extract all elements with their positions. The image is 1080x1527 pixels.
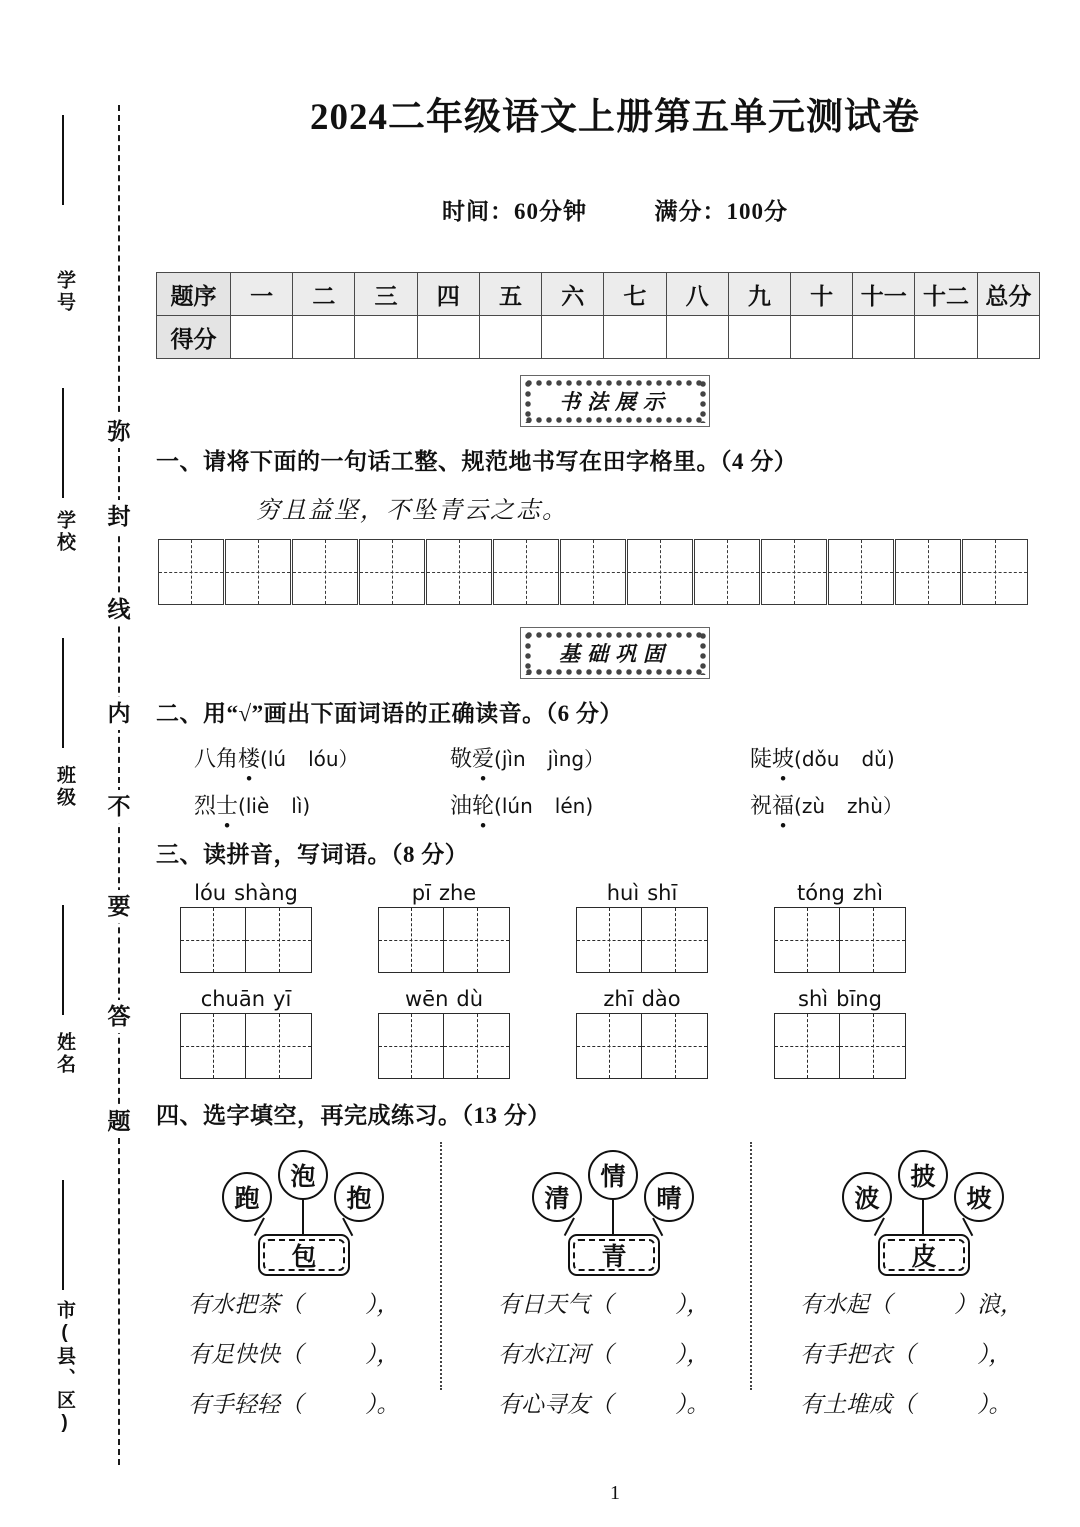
- blank-tail: ）。: [365, 1392, 400, 1417]
- question-3-heading: 三、读拼音，写词语。（8 分）: [156, 842, 469, 867]
- pinyin-syllable-1: zhī: [603, 987, 634, 1011]
- seal-label-xuexiao: 学校: [54, 510, 75, 554]
- pinyin-option-a[interactable]: zù: [801, 794, 826, 818]
- blank-prompt: 有土堆成（: [800, 1392, 915, 1417]
- table-row-header: [157, 273, 1040, 316]
- badge-calligraphy-wrap: [150, 375, 1080, 427]
- table-row-score: [157, 316, 1040, 359]
- pinyin-syllable-2: dù: [456, 987, 484, 1011]
- blank-tail: ）。: [977, 1392, 1012, 1417]
- tianzige-cell[interactable]: [627, 539, 693, 605]
- family-bubble-left[interactable]: 跑: [222, 1172, 272, 1222]
- tianzige-cell[interactable]: [246, 1013, 312, 1079]
- score-cell-4[interactable]: [479, 316, 541, 359]
- family-diagram: [810, 1146, 1040, 1274]
- pinyin-write-cell: [378, 987, 510, 1079]
- score-cell-12[interactable]: [977, 316, 1039, 359]
- tianzige-cell[interactable]: [426, 539, 492, 605]
- score-col-0: 一: [231, 273, 293, 316]
- write-boxes: [180, 907, 312, 973]
- family-bubble-right[interactable]: 坡: [954, 1172, 1004, 1222]
- pinyin-option-b[interactable]: zhù: [847, 794, 883, 818]
- tianzige-cell[interactable]: [642, 1013, 708, 1079]
- seal-char-2: 线: [104, 593, 134, 626]
- tianzige-cell[interactable]: [576, 1013, 642, 1079]
- time-limit: 时间：60分钟: [442, 199, 587, 224]
- write-boxes: [576, 907, 708, 973]
- connector-line-center: [922, 1198, 924, 1236]
- pinyin-option-a[interactable]: lú: [267, 747, 287, 771]
- blank-tail: ）。: [675, 1392, 710, 1417]
- fill-blank-line[interactable]: [188, 1386, 460, 1419]
- pinyin-syllable-2: yī: [273, 987, 292, 1011]
- word-prefix: 陡: [750, 746, 773, 771]
- seal-rule-2: [62, 638, 64, 748]
- page-number: 1: [610, 1482, 620, 1504]
- blank-prompt: 有足快快（: [188, 1342, 303, 1367]
- write-boxes: [378, 1013, 510, 1079]
- pinyin-syllable-1: chuān: [200, 987, 266, 1011]
- pinyin-syllable-1: huì: [606, 881, 640, 905]
- tianzige-cell[interactable]: [840, 907, 906, 973]
- score-table: [156, 272, 1040, 359]
- pinyin-label: [378, 881, 510, 905]
- tianzige-cell[interactable]: [774, 907, 840, 973]
- score-col-12: 总分: [977, 273, 1039, 316]
- score-cell-6[interactable]: [604, 316, 666, 359]
- badge-calligraphy-label: 书法展示: [559, 390, 671, 414]
- base-char-label: 皮: [911, 1244, 937, 1271]
- pinyin-syllable-2: zhì: [852, 881, 883, 905]
- tianzige-cell[interactable]: [158, 539, 224, 605]
- pinyin-choice-row-1: [150, 742, 1080, 773]
- question-4-heading: 四、选字填空，再完成练习。（13 分）: [156, 1103, 551, 1128]
- word-prefix: 油: [450, 793, 473, 818]
- pinyin-write-cell: [774, 987, 906, 1079]
- family-bubble-right[interactable]: 晴: [644, 1172, 694, 1222]
- badge-calligraphy: [520, 375, 710, 427]
- score-col-5: 六: [542, 273, 604, 316]
- tianzige-cell[interactable]: [225, 539, 291, 605]
- word-dotted-char: 爱: [472, 746, 495, 771]
- seal-rule-0: [62, 115, 64, 205]
- score-cell-1[interactable]: [293, 316, 355, 359]
- pinyin-option-a[interactable]: dǒu: [801, 747, 840, 771]
- score-col-7: 八: [666, 273, 728, 316]
- tianzige-cell[interactable]: [180, 1013, 246, 1079]
- pinyin-syllable-1: wēn: [404, 987, 449, 1011]
- pinyin-syllable-2: bīng: [836, 987, 882, 1011]
- badge-basics: [520, 627, 710, 679]
- tianzige-cell[interactable]: [378, 907, 444, 973]
- pinyin-option-b[interactable]: lén: [554, 794, 586, 818]
- page-title: 2024二年级语文上册第五单元测试卷: [310, 97, 920, 138]
- tianzige-cell[interactable]: [444, 907, 510, 973]
- word-dotted-char: 福: [772, 793, 795, 818]
- write-boxes: [378, 907, 510, 973]
- fill-blank-lines: [188, 1286, 460, 1419]
- tianzige-cell[interactable]: [576, 907, 642, 973]
- score-table-row-label-1: 得分: [157, 316, 231, 359]
- write-boxes: [576, 1013, 708, 1079]
- score-col-10: 十一: [853, 273, 915, 316]
- pinyin-syllable-1: lóu: [194, 881, 227, 905]
- question-2-heading: 二、用“√”画出下面词语的正确读音。（6 分）: [156, 701, 623, 726]
- tianzige-cell[interactable]: [359, 539, 425, 605]
- seal-char-4: 不: [104, 790, 134, 823]
- seal-label-banji: 班级: [54, 765, 75, 809]
- pinyin-option-a[interactable]: jìn: [501, 747, 526, 771]
- score-cell-5[interactable]: [542, 316, 604, 359]
- word-dotted-char: 楼: [238, 746, 261, 771]
- pinyin-write-cell: [774, 881, 906, 973]
- pinyin-choice-item-1[interactable]: 敬爱(jìn jìng）: [450, 746, 605, 771]
- word-dotted-char: 士: [216, 793, 239, 818]
- fill-blank-line[interactable]: [498, 1386, 770, 1419]
- tianzige-cell[interactable]: [180, 907, 246, 973]
- base-char-label: 包: [291, 1244, 317, 1271]
- pinyin-label: [180, 987, 312, 1011]
- seal-dashed-line: [118, 105, 120, 1465]
- seal-rule-3: [62, 905, 64, 1015]
- tianzige-cell[interactable]: [246, 907, 312, 973]
- tianzige-cell[interactable]: [761, 539, 827, 605]
- score-col-4: 五: [479, 273, 541, 316]
- score-cell-0[interactable]: [231, 316, 293, 359]
- score-col-3: 四: [417, 273, 479, 316]
- family-bubble-left[interactable]: 波: [842, 1172, 892, 1222]
- score-col-9: 十: [790, 273, 852, 316]
- tianzige-cell[interactable]: [895, 539, 961, 605]
- fill-blank-lines: [498, 1286, 770, 1419]
- pinyin-option-b[interactable]: jìng: [547, 747, 585, 771]
- pinyin-option-a[interactable]: lún: [501, 794, 533, 818]
- exam-meta: [150, 193, 1080, 226]
- seal-char-5: 要: [104, 890, 134, 923]
- pinyin-option-a[interactable]: liè: [245, 794, 270, 818]
- total-score: 满分：100分: [654, 199, 788, 224]
- seal-rule-4: [62, 1180, 64, 1290]
- blank-tail: ），: [977, 1342, 1012, 1367]
- score-cell-3[interactable]: [417, 316, 479, 359]
- pinyin-option-b[interactable]: lì: [291, 794, 303, 818]
- character-family-group-1: [460, 1146, 770, 1436]
- blank-prompt: 有日天气（: [498, 1292, 613, 1317]
- word-dotted-char: 轮: [472, 793, 495, 818]
- seal-char-7: 题: [104, 1105, 134, 1138]
- family-bubble-center[interactable]: 披: [898, 1150, 948, 1200]
- pinyin-syllable-2: shàng: [234, 881, 298, 905]
- blank-tail: ）浪，: [954, 1292, 1023, 1317]
- fill-blank-line[interactable]: [188, 1336, 460, 1369]
- seal-char-6: 答: [104, 1000, 134, 1033]
- word-prefix: 烈: [194, 793, 217, 818]
- tianzige-cell[interactable]: [774, 1013, 840, 1079]
- tianzige-cell[interactable]: [642, 907, 708, 973]
- pinyin-label: [774, 881, 906, 905]
- tianzige-cell[interactable]: [378, 1013, 444, 1079]
- fill-blank-line[interactable]: [800, 1286, 1080, 1319]
- pinyin-choice-row-2: [150, 789, 1080, 820]
- blank-prompt: 有心寻友（: [498, 1392, 613, 1417]
- blank-prompt: 有手轻轻（: [188, 1392, 303, 1417]
- pinyin-write-row-2: [180, 987, 1080, 1079]
- score-table-row-label-0: 题序: [157, 273, 231, 316]
- family-bubble-center[interactable]: 情: [588, 1150, 638, 1200]
- character-family-group-2: [770, 1146, 1080, 1436]
- pinyin-label: [576, 987, 708, 1011]
- tianzige-cell[interactable]: [694, 539, 760, 605]
- pinyin-choice-item-5[interactable]: 祝福(zù zhù）: [750, 793, 903, 818]
- family-diagram: [500, 1146, 730, 1274]
- family-diagram: [190, 1146, 420, 1274]
- score-col-8: 九: [728, 273, 790, 316]
- pinyin-syllable-2: dào: [641, 987, 681, 1011]
- badge-basics-label: 基础巩固: [559, 642, 671, 666]
- score-cell-11[interactable]: [915, 316, 977, 359]
- write-boxes: [774, 1013, 906, 1079]
- pinyin-syllable-2: zhe: [438, 881, 477, 905]
- word-prefix: 八角: [194, 746, 239, 771]
- score-col-6: 七: [604, 273, 666, 316]
- badge-ornament-left: [523, 379, 532, 423]
- pinyin-write-cell: [378, 881, 510, 973]
- blank-tail: ），: [365, 1292, 400, 1317]
- pinyin-label: [774, 987, 906, 1011]
- score-cell-7[interactable]: [666, 316, 728, 359]
- pinyin-option-b[interactable]: lóu: [308, 747, 339, 771]
- family-bubble-right[interactable]: 抱: [334, 1172, 384, 1222]
- write-boxes: [774, 907, 906, 973]
- word-prefix: 祝: [750, 793, 773, 818]
- pinyin-choice-grid: [150, 742, 1080, 820]
- score-col-11: 十二: [915, 273, 977, 316]
- tianzige-cell[interactable]: [962, 539, 1028, 605]
- write-boxes: [180, 1013, 312, 1079]
- pinyin-label: [180, 881, 312, 905]
- seal-label-xingming: 姓名: [54, 1032, 75, 1076]
- sealing-strip: [0, 0, 150, 1527]
- blank-prompt: 有水把茶（: [188, 1292, 303, 1317]
- pinyin-write-cell: [180, 881, 312, 973]
- pinyin-write-cell: [576, 881, 708, 973]
- score-cell-10[interactable]: [853, 316, 915, 359]
- tianzige-cell[interactable]: [840, 1013, 906, 1079]
- pinyin-write-cell: [180, 987, 312, 1079]
- tianzige-cell[interactable]: [292, 539, 358, 605]
- base-char-label: 青: [601, 1244, 627, 1271]
- blank-tail: ），: [675, 1342, 710, 1367]
- blank-prompt: 有手把衣（: [800, 1342, 915, 1367]
- seal-rule-1: [62, 388, 64, 498]
- fill-blank-line[interactable]: [800, 1336, 1080, 1369]
- fill-blank-line[interactable]: [498, 1336, 770, 1369]
- score-cell-2[interactable]: [355, 316, 417, 359]
- family-bubble-center[interactable]: 泡: [278, 1150, 328, 1200]
- pinyin-option-b[interactable]: dǔ: [861, 747, 887, 771]
- blank-tail: ），: [365, 1342, 400, 1367]
- fill-blank-line[interactable]: [188, 1286, 460, 1319]
- tianzige-cell[interactable]: [444, 1013, 510, 1079]
- score-col-2: 三: [355, 273, 417, 316]
- pinyin-write-cell: [576, 987, 708, 1079]
- tianzige-cell[interactable]: [560, 539, 626, 605]
- blank-tail: ），: [675, 1292, 710, 1317]
- pinyin-write-row-1: [180, 881, 1080, 973]
- fill-blank-line[interactable]: [800, 1386, 1080, 1419]
- family-bubble-left[interactable]: 清: [532, 1172, 582, 1222]
- blank-prompt: 有水江河（: [498, 1342, 613, 1367]
- family-base-char: [258, 1234, 350, 1276]
- score-cell-9[interactable]: [790, 316, 852, 359]
- pinyin-choice-item-0[interactable]: 八角楼(lú lóu）: [194, 746, 359, 771]
- tianzige-row: [158, 539, 1080, 605]
- pinyin-syllable-1: shì: [798, 987, 829, 1011]
- pinyin-choice-item-2[interactable]: 陡坡(dǒu dǔ): [750, 746, 895, 771]
- exam-sheet: [150, 0, 1080, 1527]
- pinyin-label: [378, 987, 510, 1011]
- pinyin-syllable-1: pī: [411, 881, 431, 905]
- fill-blank-line[interactable]: [498, 1286, 770, 1319]
- connector-line-center: [612, 1198, 614, 1236]
- fill-blank-lines: [800, 1286, 1080, 1419]
- score-cell-8[interactable]: [728, 316, 790, 359]
- pinyin-label: [576, 881, 708, 905]
- pinyin-syllable-1: tóng: [797, 881, 845, 905]
- score-col-1: 二: [293, 273, 355, 316]
- badge-ornament-right: [698, 379, 707, 423]
- word-prefix: 敬: [450, 746, 473, 771]
- pinyin-choice-item-4[interactable]: 油轮(lún lén): [450, 793, 594, 818]
- character-family-group-0: [150, 1146, 460, 1436]
- badge-basics-wrap: [150, 627, 1080, 679]
- word-dotted-char: 坡: [772, 746, 795, 771]
- question-1-heading: 一、请将下面的一句话工整、规范地书写在田字格里。（4 分）: [156, 449, 798, 474]
- pinyin-choice-item-3[interactable]: 烈士(liè lì): [194, 793, 311, 818]
- blank-prompt: 有水起（: [800, 1292, 892, 1317]
- badge-ornament-left: [523, 631, 532, 675]
- connector-line-center: [302, 1198, 304, 1236]
- family-base-char: [568, 1234, 660, 1276]
- seal-char-1: 封: [104, 500, 134, 533]
- tianzige-cell[interactable]: [828, 539, 894, 605]
- seal-label-shixianqu: 市(县、区): [54, 1300, 75, 1436]
- character-family-area: [150, 1146, 1080, 1436]
- calligraphy-sentence: 穷且益坚，不坠青云之志。: [256, 498, 568, 524]
- seal-char-3: 内: [104, 697, 134, 730]
- seal-label-xuehao: 学号: [54, 270, 75, 314]
- pinyin-syllable-2: shī: [647, 881, 678, 905]
- seal-char-0: 弥: [104, 415, 134, 448]
- family-base-char: [878, 1234, 970, 1276]
- tianzige-cell[interactable]: [493, 539, 559, 605]
- badge-ornament-right: [698, 631, 707, 675]
